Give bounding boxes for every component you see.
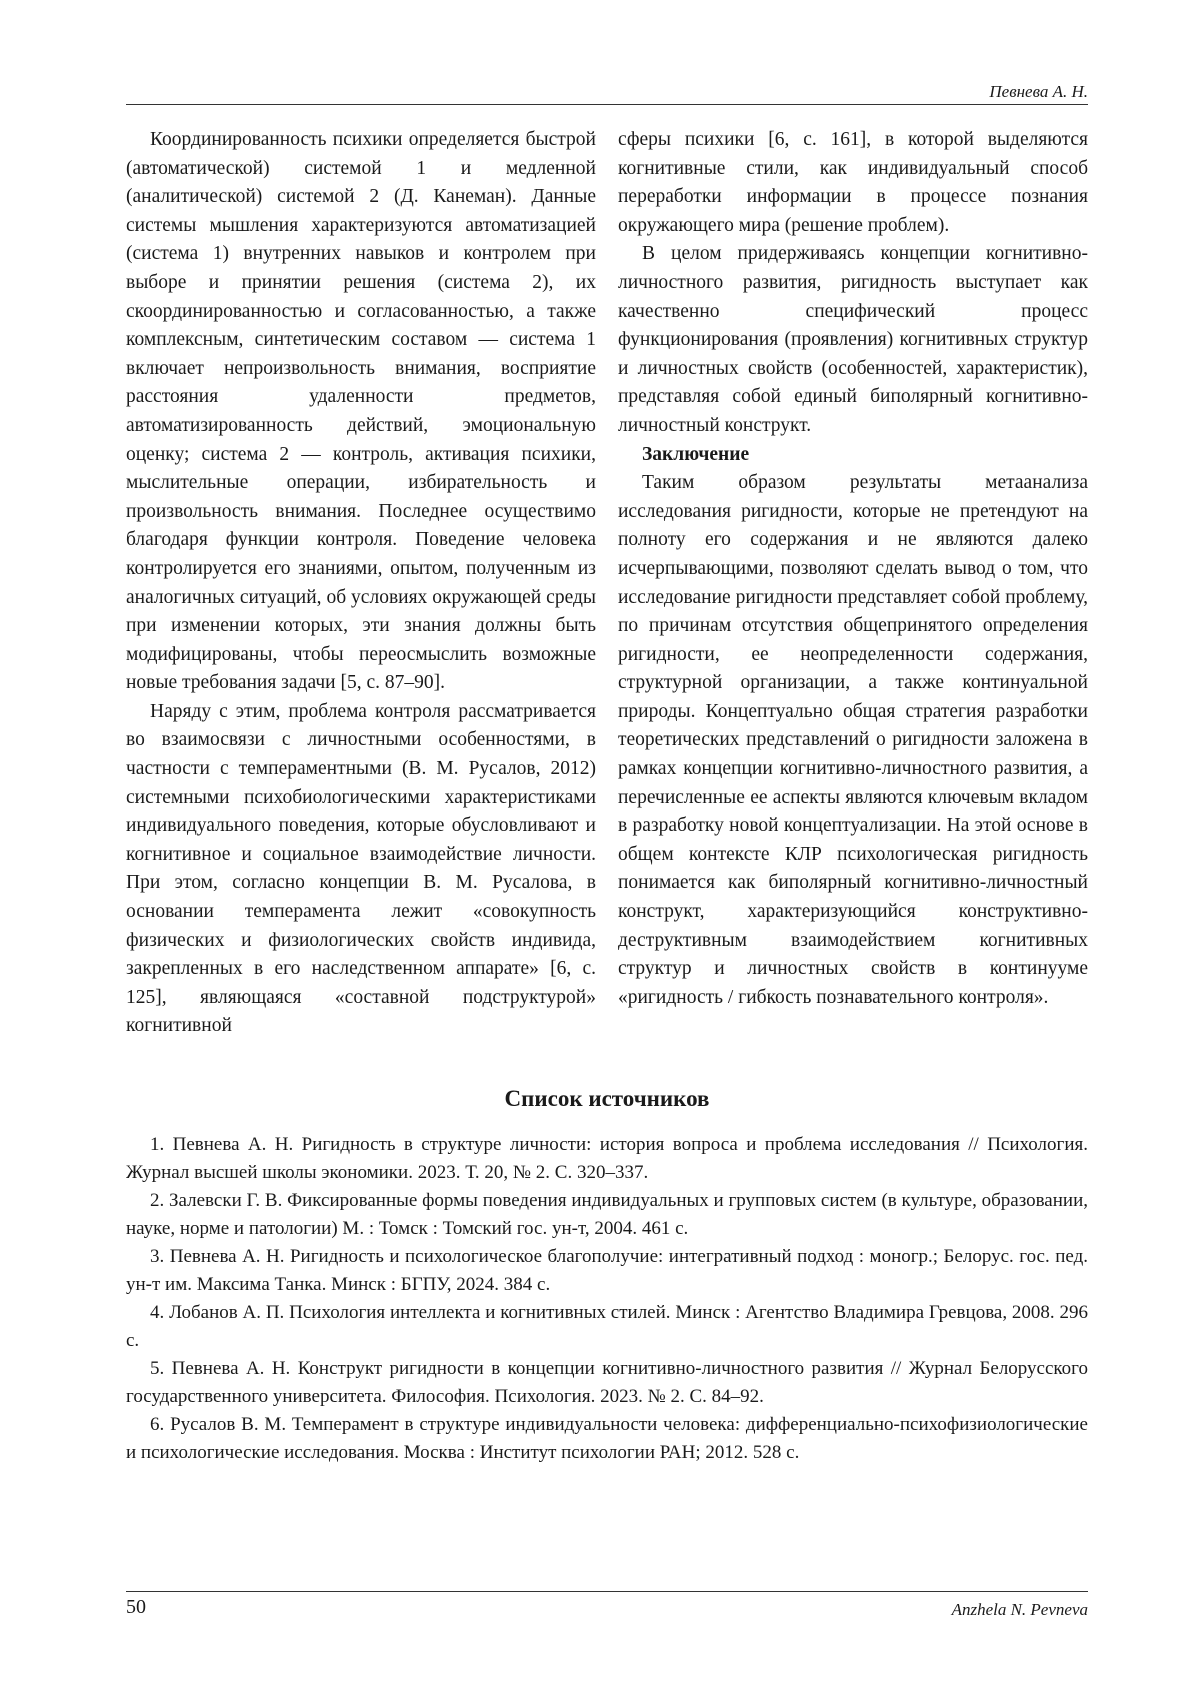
left-column xyxy=(126,126,596,1041)
header-rule xyxy=(126,104,1088,105)
body-paragraph: Наряду с этим, проблема контроля рассматривается во взаимосвязи с личностными особенностями, в частности с темпераментными (В. М. Русалов, 2012) системными психобиологическими характеристиками индивидуального поведения, которые обусловливают и когнитивное и социальное взаимодействие личности. При этом, согласно концепции В. М. Русалова, в основании темперамента лежит «совокупность физических и физиологических свойств индивида, закрепленных в его наследственном аппарате» [6, с. 125], являющаяся «составной подструктурой» когнитивной xyxy=(126,700,596,1037)
body-paragraph-continuation: сферы психики [6, с. 161], в которой выделяются когнитивные стили, как индивидуальный способ переработки информации в процессе познания окружающего мира (решение проблем). xyxy=(618,129,1088,236)
reference-item: 1. Певнева А. Н. Ригидность в структуре личности: история вопроса и проблема исследования // Психология. Журнал высшей школы экономики. 2023. Т. 20, № 2. С. 320–337. xyxy=(126,1134,1088,1183)
reference-item: 4. Лобанов А. П. Психология интеллекта и когнитивных стилей. Минск : Агентство Владимира Гревцова, 2008. 296 с. xyxy=(126,1302,1088,1351)
footer-rule xyxy=(126,1591,1088,1592)
conclusion-paragraph: Таким образом результаты метаанализа исследования ригидности, которые не претендуют на полноту его содержания и не являются далеко исчерпывающими, позволяют сделать вывод о том, что исследование ригидности представляет собой проблему, по причинам отсутствия общепринятого определения ригидности, ее неопределенности содержания, структурной организации, а также континуальной природы. Концептуально общая стратегия разработки теоретических представлений о ригидности заложена в рамках концепции когнитивно-личностного развития, а перечисленные ее аспекты являются ключевым вкладом в разработку новой концептуализации. На этой основе в общем контексте КЛР психологическая ригидность понимается как биполярный когнитивно-личностный конструкт, характеризующийся конструктивно-деструктивным взаимодействием когнитивных структур и личностных свойств в континууме «ригидность / гибкость познавательного контроля». xyxy=(618,472,1088,1008)
reference-item: 5. Певнева А. Н. Конструкт ригидности в концепции когнитивно-личностного развития // Журнал Белорусского государственного университета. Философия. Психология. 2023. № 2. С. 84–92. xyxy=(126,1358,1088,1407)
section-heading-conclusion: Заключение xyxy=(642,443,750,465)
footer-author: Anzhela N. Pevneva xyxy=(951,1600,1088,1619)
body-paragraph: Координированность психики определяется быстрой (автоматической) системой 1 и медленной (аналитической) системой 2 (Д. Канеман). Данные системы мышления характеризуются автоматизацией (система 1) внутренних навыков и контролем при выборе и принятии решения (система 2), их скоординированностью и согласованностью, а также комплексным, синтетическим составом — система 1 включает непроизвольность внимания, восприятие расстояния удаленности предметов, автоматизированность действий, эмоциональную оценку; система 2 — контроль, активация психики, мыслительные операции, избирательность и произвольность внимания. Последнее осуществимо благодаря функции контроля. Поведение человека контролируется его знаниями, опытом, полученным из аналогичных ситуаций, об условиях окружающей среды при изменении которых, эти знания должны быть модифицированы, чтобы переосмыслить возможные новые требования задачи [5, с. 87–90]. xyxy=(126,129,596,694)
references-title: Список источников xyxy=(504,1086,710,1111)
running-header xyxy=(126,82,1088,104)
body-paragraph: В целом придерживаясь концепции когнитивно-личностного развития, ригидность выступает как качественно специфический процесс функционирования (проявления) когнитивных структур и личностных свойств (особенностей, характеристик), представляя собой единый биполярный когнитивно-личностный конструкт. xyxy=(618,243,1088,436)
reference-item: 2. Залевски Г. В. Фиксированные формы поведения индивидуальных и групповых систем (в культуре, образовании, науке, норме и патологии) М. : Томск : Томский гос. ун-т, 2004. 461 с. xyxy=(126,1190,1088,1239)
reference-item: 6. Русалов В. М. Темперамент в структуре индивидуальности человека: дифференциально-психофизиологические и психологические исследования. Москва : Институт психологии РАН; 2012. 528 с. xyxy=(126,1414,1088,1463)
references-list xyxy=(126,1131,1088,1467)
header-author: Певнева А. Н. xyxy=(989,82,1088,101)
reference-item: 3. Певнева А. Н. Ригидность и психологическое благополучие: интегративный подход : моногр.; Белорус. гос. пед. ун-т им. Максима Танка. Минск : БГПУ, 2024. 384 с. xyxy=(126,1246,1088,1295)
page-number: 50 xyxy=(126,1596,146,1618)
right-column xyxy=(618,126,1088,1012)
running-footer xyxy=(126,1596,1088,1624)
